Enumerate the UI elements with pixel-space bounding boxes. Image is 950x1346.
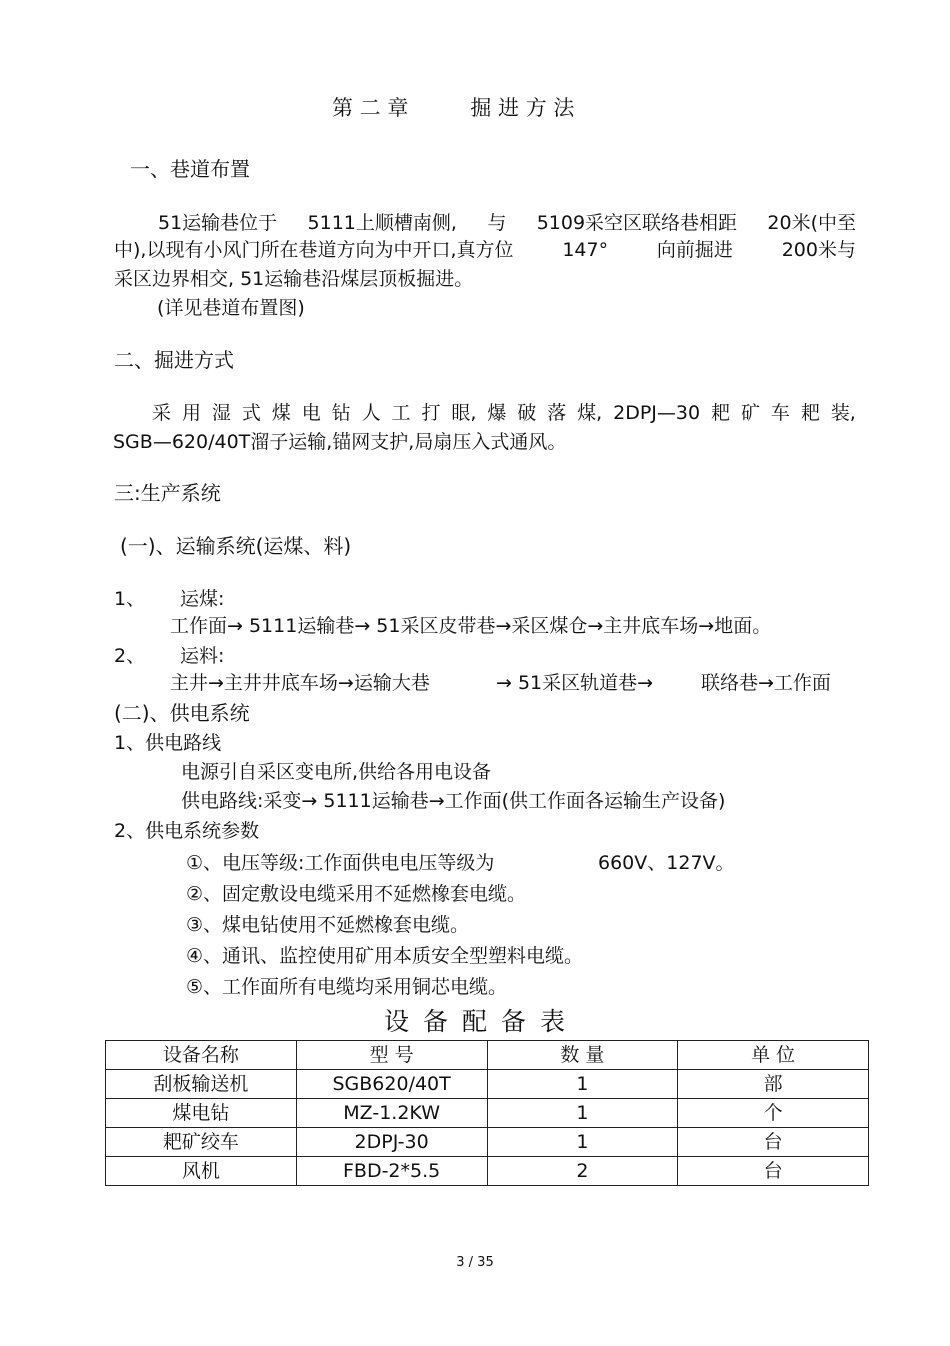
section1-note: (详见巷道布置图) (157, 297, 305, 319)
chapter-number: 第 二 章 (332, 96, 409, 120)
power-route-line2: 供电路线:采变→ 5111运输巷→工作面(供工作面各运输生产设备) (181, 790, 726, 812)
power-route-line1: 电源引自采区变电所,供给各用电设备 (181, 761, 492, 783)
power-params-heading: 2、供电系统参数 (114, 820, 260, 842)
table-cell: 1 (487, 1099, 678, 1128)
table-cell: 风机 (106, 1157, 297, 1186)
column-header: 设备名称 (106, 1041, 297, 1070)
equipment-table-title: 设备配备表 (384, 1007, 580, 1036)
table-cell: 台 (678, 1128, 869, 1157)
table-row (106, 1099, 869, 1128)
column-header: 型 号 (296, 1041, 487, 1070)
chapter-title: 掘 进 方 法 (470, 96, 575, 120)
section1-heading: 一、巷道布置 (130, 157, 250, 181)
section1-para-line3: 采区边界相交, 51运输巷沿煤层顶板掘进。 (114, 268, 474, 290)
table-cell: 1 (487, 1128, 678, 1157)
table-cell: 2DPJ-30 (296, 1128, 487, 1157)
power-heading: (二)、供电系统 (114, 701, 250, 725)
section1-para-line2: 中),以现有小风门所在巷道方向为中开口,真方位 147° 向前掘进 200米与 (114, 239, 856, 261)
table-cell: 耙矿绞车 (106, 1128, 297, 1157)
table-cell: 个 (678, 1099, 869, 1128)
power-param-1b: 660V、127V。 (598, 852, 735, 874)
table-cell: 煤电钻 (106, 1099, 297, 1128)
material-route-part3: 联络巷→工作面 (701, 672, 831, 694)
section2-para-line2: SGB—620/40T溜子运输,锚网支护,局扇压入式通风。 (113, 431, 567, 453)
material-route-part1: 主井→主井井底车场→运输大巷 (170, 672, 430, 694)
table-cell: 部 (678, 1070, 869, 1099)
coal-item-label: 运煤: (180, 588, 225, 610)
table-cell: 台 (678, 1157, 869, 1186)
table-cell: SGB620/40T (296, 1070, 487, 1099)
power-param-4: ④、通讯、监控使用矿用本质安全型塑料电缆。 (186, 945, 584, 967)
chapter-heading (332, 96, 574, 120)
section2-heading: 二、掘进方式 (114, 348, 234, 372)
material-item-label: 运料: (180, 645, 225, 667)
table-row (106, 1157, 869, 1186)
section3-heading: 三:生产系统 (114, 481, 221, 505)
page-number: 3 / 35 (456, 1255, 494, 1270)
coal-route: 工作面→ 5111运输巷→ 51采区皮带巷→采区煤仓→主井底车场→地面。 (170, 615, 772, 637)
coal-item-number: 1、 (114, 588, 146, 610)
section1-para-line1: 51运输巷位于 5111上顺槽南侧, 与 5109采空区联络巷相距 20米(中至 (158, 212, 856, 234)
table-cell: MZ-1.2KW (296, 1099, 487, 1128)
table-cell: 1 (487, 1070, 678, 1099)
power-param-5: ⑤、工作面所有电缆均采用铜芯电缆。 (186, 976, 508, 998)
power-route-heading: 1、供电路线 (114, 732, 222, 754)
material-route-part2: → 51采区轨道巷→ (496, 672, 654, 694)
power-param-3: ③、煤电钻使用不延燃橡套电缆。 (186, 914, 470, 936)
equipment-table (105, 1040, 869, 1186)
column-header: 单 位 (678, 1041, 869, 1070)
transport-heading: (一)、运输系统(运煤、料) (120, 534, 352, 558)
table-cell: 刮板输送机 (106, 1070, 297, 1099)
table-cell: FBD-2*5.5 (296, 1157, 487, 1186)
column-header: 数 量 (487, 1041, 678, 1070)
table-header-row (106, 1041, 869, 1070)
power-param-1a: ①、电压等级:工作面供电电压等级为 (186, 852, 495, 874)
material-item-number: 2、 (114, 645, 146, 667)
table-row (106, 1070, 869, 1099)
table-row (106, 1128, 869, 1157)
table-cell: 2 (487, 1157, 678, 1186)
section2-para-line1: 采 用 湿 式 煤 电 钻 人 工 打 眼, 爆 破 落 煤, 2DPJ—30 耙 矿 车 耙 装, (152, 402, 856, 424)
power-param-2: ②、固定敷设电缆采用不延燃橡套电缆。 (186, 883, 527, 905)
